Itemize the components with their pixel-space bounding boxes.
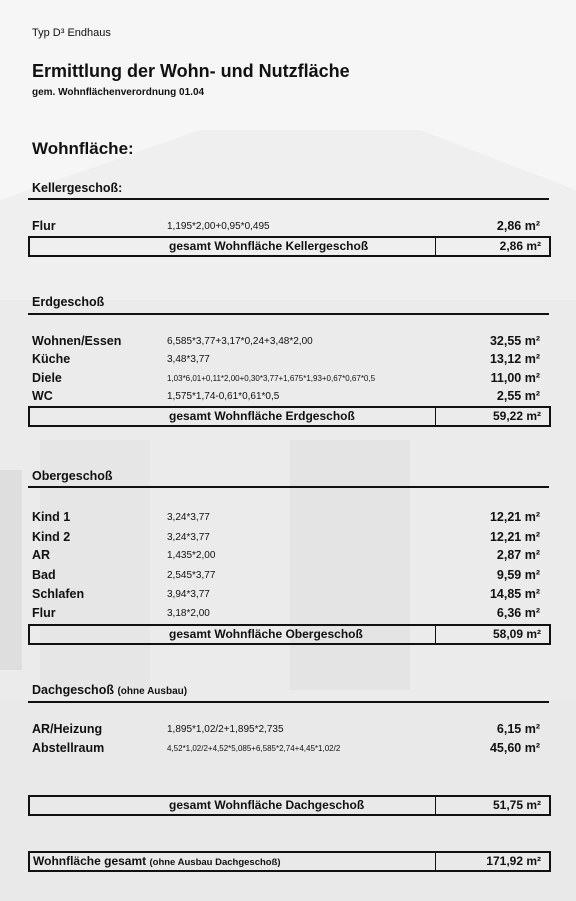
grand-total-value: 171,92 m² <box>486 854 541 868</box>
total-row-erd <box>28 406 551 427</box>
room-name: Schlafen <box>32 587 85 601</box>
room-area: 6,15 m² <box>496 722 540 736</box>
room-formula: 1,435*2,00 <box>167 550 216 561</box>
total-label: gesamt Wohnfläche Obergeschoß <box>169 627 363 641</box>
room-formula: 2,545*3,77 <box>167 570 216 581</box>
room-name: Abstellraum <box>32 741 105 755</box>
box-divider <box>435 408 436 425</box>
room-name: Wohnen/Essen <box>32 334 122 348</box>
table-row <box>32 334 540 353</box>
section-divider <box>28 701 549 703</box>
room-name: Flur <box>32 219 56 233</box>
box-divider <box>435 853 436 870</box>
total-value: 51,75 m² <box>492 798 541 812</box>
room-area: 13,12 m² <box>489 352 540 366</box>
total-row-keller <box>28 236 551 257</box>
room-formula: 3,18*2,00 <box>167 608 210 619</box>
room-area: 12,21 m² <box>489 510 540 524</box>
total-row-dach <box>28 795 551 816</box>
room-formula: 3,94*3,77 <box>167 589 210 600</box>
table-row <box>32 352 540 371</box>
room-name: AR/Heizung <box>32 722 103 736</box>
table-row <box>32 371 540 390</box>
room-name: Kind 1 <box>32 510 71 524</box>
section-heading-text: Dachgeschoß <box>32 683 114 697</box>
section-divider <box>28 486 549 488</box>
section-heading-erd: Erdgeschoß <box>32 295 105 309</box>
room-area: 2,55 m² <box>496 389 540 403</box>
living-area-heading: Wohnfläche: <box>32 139 134 158</box>
table-row <box>32 530 540 549</box>
table-row <box>32 741 540 760</box>
box-divider <box>435 238 436 255</box>
room-area: 2,87 m² <box>496 548 540 562</box>
grand-total-label <box>33 854 281 868</box>
section-heading-dach <box>32 683 187 697</box>
room-area: 32,55 m² <box>489 334 540 348</box>
room-name: Flur <box>32 606 56 620</box>
room-name: AR <box>32 548 51 562</box>
total-value: 2,86 m² <box>499 239 541 253</box>
room-formula: 1,03*6,01+0,11*2,00+0,30*3,77+1,675*1,93+0,67*0,67*0,5 <box>167 374 376 383</box>
total-row-ober <box>28 624 551 645</box>
box-divider <box>435 626 436 643</box>
room-area: 6,36 m² <box>496 606 540 620</box>
section-heading-ober: Obergeschoß <box>32 469 113 483</box>
room-name: Bad <box>32 568 56 582</box>
room-area: 12,21 m² <box>489 530 540 544</box>
grand-total-note: (ohne Ausbau Dachgeschoß) <box>149 857 281 868</box>
total-label: gesamt Wohnfläche Dachgeschoß <box>169 798 365 812</box>
table-row <box>32 606 540 625</box>
section-divider <box>28 313 549 315</box>
room-formula: 1,895*1,02/2+1,895*2,735 <box>167 724 284 735</box>
room-name: Küche <box>32 352 71 366</box>
room-area: 11,00 m² <box>490 371 540 385</box>
room-name: Diele <box>32 371 62 385</box>
section-divider <box>28 198 549 200</box>
box-divider <box>435 797 436 814</box>
room-formula: 6,585*3,77+3,17*0,24+3,48*2,00 <box>167 336 313 347</box>
table-row <box>32 568 540 587</box>
room-formula: 1,195*2,00+0,95*0,495 <box>167 221 270 232</box>
grand-total-text: Wohnfläche gesamt <box>33 854 147 868</box>
room-formula: 4,52*1,02/2+4,52*5,085+6,585*2,74+4,45*1,02/2 <box>167 744 341 753</box>
total-label: gesamt Wohnfläche Erdgeschoß <box>169 409 355 423</box>
page-subtitle: gem. Wohnflächenverordnung 01.04 <box>32 87 205 98</box>
room-area: 2,86 m² <box>496 219 540 233</box>
grand-total-row <box>28 851 551 872</box>
room-name: WC <box>32 389 53 403</box>
room-area: 14,85 m² <box>489 587 540 601</box>
room-area: 45,60 m² <box>489 741 540 755</box>
room-formula: 3,24*3,77 <box>167 532 210 543</box>
section-heading-keller: Kellergeschoß: <box>32 181 123 195</box>
page-title: Ermittlung der Wohn- und Nutzfläche <box>32 61 350 81</box>
table-row <box>32 587 540 606</box>
table-row <box>32 510 540 529</box>
table-row <box>32 722 540 741</box>
house-type-label: Typ D³ Endhaus <box>32 27 111 39</box>
total-value: 58,09 m² <box>492 627 541 641</box>
room-area: 9,59 m² <box>496 568 540 582</box>
room-formula: 3,24*3,77 <box>167 512 210 523</box>
room-formula: 3,48*3,77 <box>167 354 210 365</box>
total-label: gesamt Wohnfläche Kellergeschoß <box>169 239 369 253</box>
room-formula: 1,575*1,74-0,61*0,61*0,5 <box>167 391 280 402</box>
total-value: 59,22 m² <box>492 409 541 423</box>
room-name: Kind 2 <box>32 530 71 544</box>
section-heading-note: (ohne Ausbau) <box>117 686 188 697</box>
table-row <box>32 548 540 567</box>
